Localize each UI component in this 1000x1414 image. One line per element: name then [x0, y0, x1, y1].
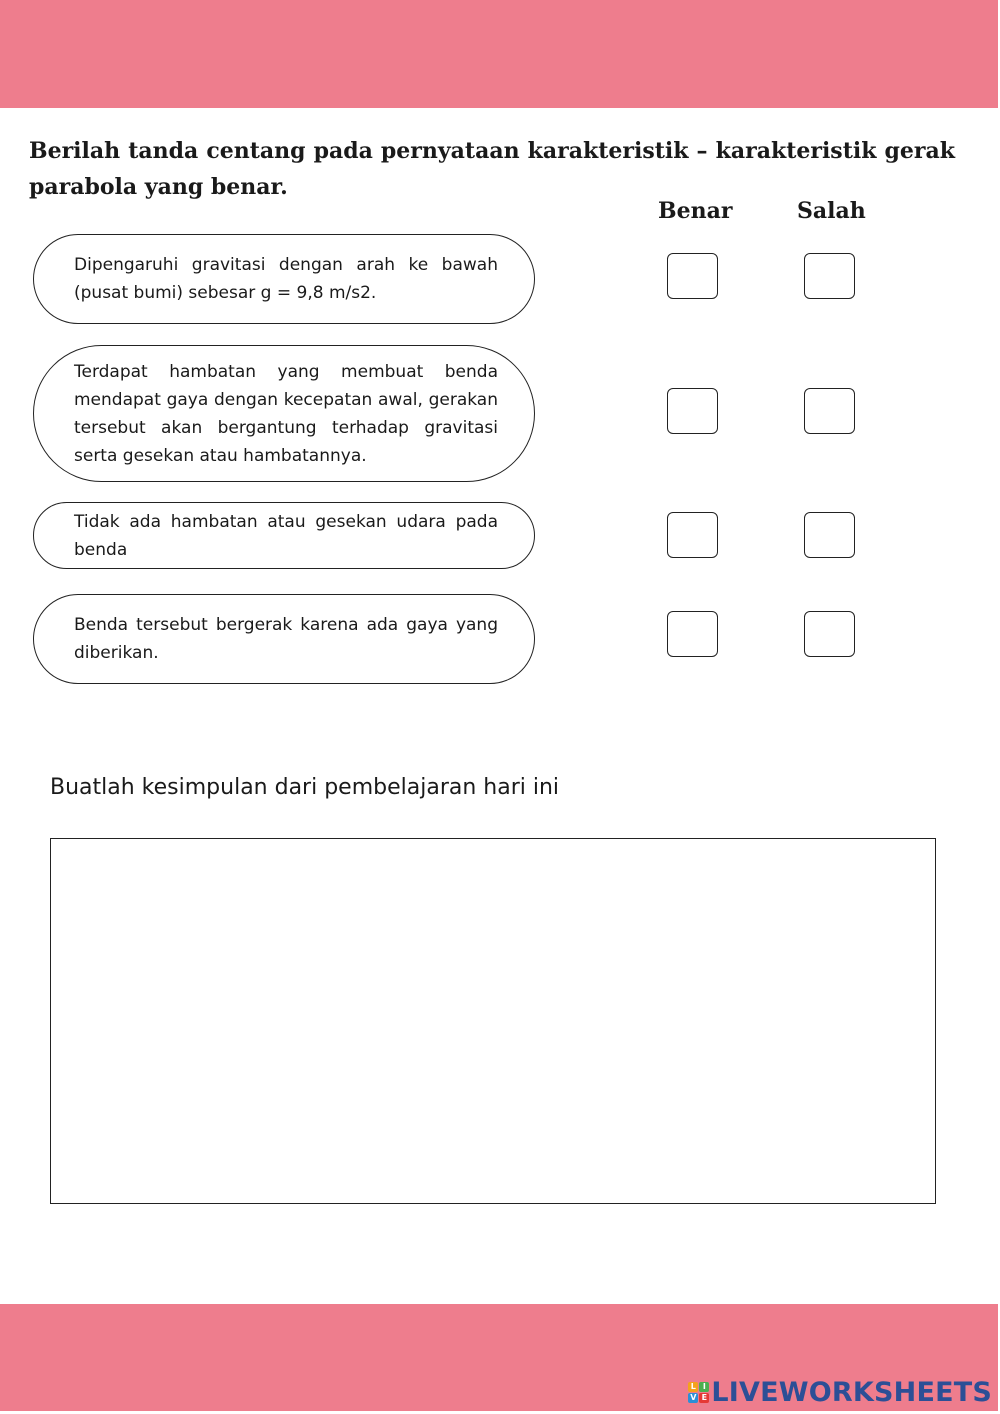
statement-2 — [33, 345, 535, 482]
instruction-text: Berilah tanda centang pada pernyataan karakteristik – karakteristik gerak parabola yang benar. — [29, 138, 955, 200]
statement-1 — [33, 234, 535, 324]
statement-4-salah-checkbox[interactable] — [804, 611, 855, 657]
statement-2-benar-checkbox[interactable] — [667, 388, 718, 434]
statement-4 — [33, 594, 535, 684]
logo-letter-l: L — [688, 1382, 698, 1392]
statement-1-text: Dipengaruhi gravitasi dengan arah ke bawah (pusat bumi) sebesar g = 9,8 m/s2. — [74, 255, 498, 303]
statement-1-benar-checkbox[interactable] — [667, 253, 718, 299]
logo-letter-e: E — [699, 1393, 709, 1403]
logo-letter-i: I — [699, 1382, 709, 1392]
liveworksheets-logo-icon — [688, 1382, 709, 1403]
statement-2-text: Terdapat hambatan yang membuat benda mendapat gaya dengan kecepatan awal, gerakan tersebut akan bergantung terhadap gravitasi serta gesekan atau hambatannya. — [74, 361, 498, 466]
statement-3-salah-checkbox[interactable] — [804, 512, 855, 558]
statement-3-text: Tidak ada hambatan atau gesekan udara pada benda — [74, 511, 498, 560]
statement-3-benar-checkbox[interactable] — [667, 512, 718, 558]
statement-3 — [33, 502, 535, 569]
statement-4-benar-checkbox[interactable] — [667, 611, 718, 657]
liveworksheets-wordmark: LIVEWORKSHEETS — [711, 1377, 992, 1408]
liveworksheets-brand — [688, 1377, 992, 1408]
logo-letter-v: V — [690, 1393, 697, 1402]
top-banner — [0, 0, 998, 108]
column-header-salah: Salah — [797, 198, 866, 224]
conclusion-label: Buatlah kesimpulan dari pembelajaran hari ini — [50, 775, 560, 800]
statement-4-text: Benda tersebut bergerak karena ada gaya yang diberikan. — [74, 615, 498, 663]
statement-2-salah-checkbox[interactable] — [804, 388, 855, 434]
column-header-benar: Benar — [658, 198, 733, 224]
statement-1-salah-checkbox[interactable] — [804, 253, 855, 299]
conclusion-answer-box[interactable] — [50, 838, 936, 1204]
